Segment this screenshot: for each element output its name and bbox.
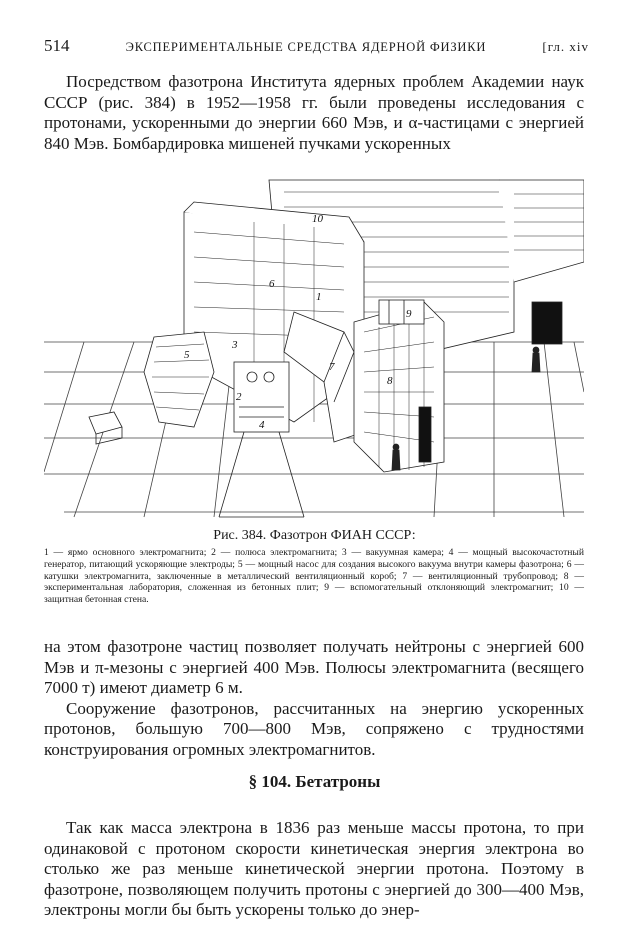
figure-label-1: 1: [316, 291, 322, 303]
paragraph: Сооружение фазотронов, рассчитанных на энергию ускоренных протонов, большую 700—800 Мэв, сопряжено с трудностями конструирования огромных электромагнитов.: [44, 698, 584, 759]
paragraph: Посредством фазотрона Института ядерных проблем Академии наук СССР (рис. 384) в 1952—1958 гг. были проведены исследования с протонами, ускоренными до энергии 660 Мэв, и α-частицами с энергией 840 Мэв. Бомбардировка мишеней пучками ускоренных: [44, 72, 584, 153]
page-number: 514: [44, 36, 70, 55]
chapter-label: [гл. xiv: [542, 39, 589, 54]
figure-label-7: 7: [329, 361, 335, 373]
figure-label-8: 8: [387, 375, 393, 387]
figure-caption-title: Рис. 384. Фазотрон ФИАН СССР:: [213, 528, 416, 543]
figure-label-5: 5: [184, 349, 190, 361]
figure-label-9: 9: [406, 308, 412, 320]
figure-illustration: [44, 172, 584, 522]
figure-legend: 1 — ярмо основного электромагнита; 2 — полюса электромагнита; 3 — вакуумная камера; 4 — мощный высокочастотный генератор, питающий ускоряющие электроды; 5 — мощный насос для создания высокого вакуума внутри камеры фазотрона; 6 — катушки электромагнита, заключенные в металлический вентиляционный короб; 7 — вентиляционный трубопровод; 8 — экспериментальная лаборатория, сложенная из бетонных плит; 9 — вспомогательный отклоняющий электромагнит; 10 — защитная бетонная стена.: [44, 547, 584, 606]
figure-label-4: 4: [259, 419, 265, 431]
paragraph: на этом фазотроне частиц позволяет получать нейтроны с энергией 600 Мэв и π-мезоны с энергией 400 Мэв. Полюсы электромагнита (весящего 7000 т) имеют диаметр 6 м.: [44, 637, 584, 698]
figure-label-3: 3: [232, 339, 238, 351]
running-title: ЭКСПЕРИМЕНТАЛЬНЫЕ СРЕДСТВА ЯДЕРНОЙ ФИЗИКИ: [125, 40, 487, 54]
vacuum-pump: [144, 332, 214, 427]
figure-label-6: 6: [269, 278, 275, 290]
body-text-bottom: [44, 818, 584, 921]
body-text-top: [44, 72, 584, 154]
running-header: [44, 36, 589, 58]
body-text-middle: [44, 637, 584, 761]
paragraph: Так как масса электрона в 1836 раз меньше массы протона, то при одинаковой с протоном скорости кинетическая энергия электрона во столько же раз меньше кинетической энергии протона. Поэтому в фазотроне, позволяющем получить протоны с энергией до 300—400 Мэв, электроны могли бы быть ускорены только до энер-: [44, 818, 584, 920]
deflecting-magnet: [379, 300, 424, 324]
phasotron-drawing: [44, 172, 584, 522]
control-desk: [89, 412, 122, 444]
figure-label-2: 2: [236, 391, 242, 403]
figure-label-10: 10: [312, 213, 323, 225]
section-heading: § 104. Бетатроны: [248, 772, 381, 791]
